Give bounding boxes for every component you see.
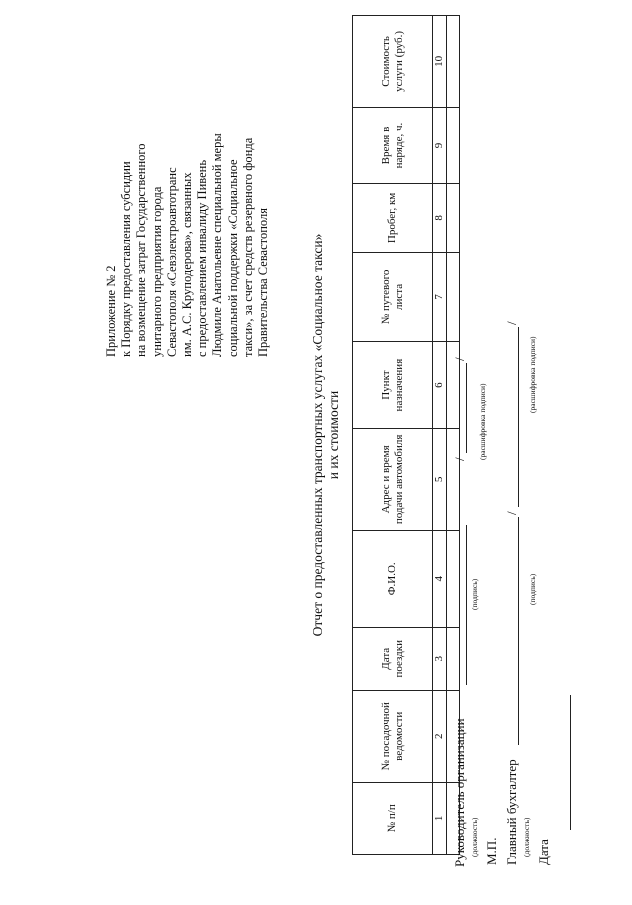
report-title-line2: и их стоимости [326,390,341,480]
accountant-slash-2: / [504,321,519,325]
header-boarding-sheet: № посадочной ведомости [353,690,433,782]
header-row-number: № п/п [353,782,433,854]
stamp-label: М.П. [484,837,499,865]
accountant-decoding-line [518,327,519,507]
appendix-line: с предоставлением инвалиду Пивень [195,159,210,357]
accountant-decoding-hint: (расшифровка подписи) [528,336,537,413]
accountant-position-hint: (должность) [522,817,531,857]
head-signature-line [466,525,467,685]
header-trip-date: Дата поездки [353,627,433,690]
empty-cell [447,107,460,183]
empty-cell [447,184,460,252]
appendix-line: такси», за счет средств резервного фонда [240,137,255,357]
column-number: 5 [433,428,447,530]
column-number: 2 [433,690,447,782]
column-number: 9 [433,107,447,183]
head-decoding-hint: (расшифровка подписи) [478,383,487,460]
report-title [310,165,342,705]
report-title-line1: Отчет о предоставленных транспортных услугах «Социальное такси» [310,233,325,637]
header-destination: Пункт назначения [353,342,433,429]
column-number: 4 [433,530,447,627]
head-slash-2: / [452,357,467,361]
header-waybill-number: № путевого листа [353,252,433,342]
column-number: 6 [433,342,447,429]
column-number: 3 [433,627,447,690]
empty-cell [447,428,460,530]
appendix-line: на возмещение затрат Государственного [134,143,149,357]
head-decoding-line [466,363,467,453]
header-duty-time: Время в наряде, ч. [353,107,433,183]
empty-cell [447,530,460,627]
empty-cell [447,627,460,690]
appendix-block [104,0,271,357]
head-slash-1: / [452,457,467,461]
appendix-line: им. А.С. Круподерова», связанных [180,172,195,357]
accountant-label: Главный бухгалтер [504,759,519,865]
column-number: 10 [433,16,447,108]
appendix-line: Правительства Севастополя [256,208,271,357]
column-number: 1 [433,782,447,854]
appendix-line: к Порядку предоставления субсидии [119,161,134,357]
table-number-row [433,16,447,855]
header-pickup-address-time: Адрес и время подачи автомобиля [353,428,433,530]
table-header-row [353,16,433,855]
appendix-line: Севастополя «Севэлектроавтотранс [164,167,179,357]
date-label: Дата [536,839,551,865]
accountant-slash-1: / [504,511,519,515]
appendix-line: унитарного предприятия города [149,186,164,357]
head-position-hint: (должность) [470,817,479,857]
empty-cell [447,252,460,342]
empty-cell [447,342,460,429]
header-mileage: Пробег, км [353,184,433,252]
header-service-cost: Стоимость услуги (руб.) [353,16,433,108]
appendix-line: Приложение № 2 [104,265,118,357]
head-signature-hint: (подпись) [470,578,479,610]
date-line [570,695,571,830]
accountant-signature-hint: (подпись) [528,573,537,605]
appendix-line: социальной поддержки «Социальное [225,159,240,357]
column-number: 8 [433,184,447,252]
header-full-name: Ф.И.О. [353,530,433,627]
report-table [352,15,460,855]
head-label: Руководитель организации [452,718,467,867]
empty-cell [447,16,460,108]
column-number: 7 [433,252,447,342]
accountant-signature-line [518,517,519,745]
appendix-line: Людмиле Анатольевне специальной меры [210,133,225,357]
